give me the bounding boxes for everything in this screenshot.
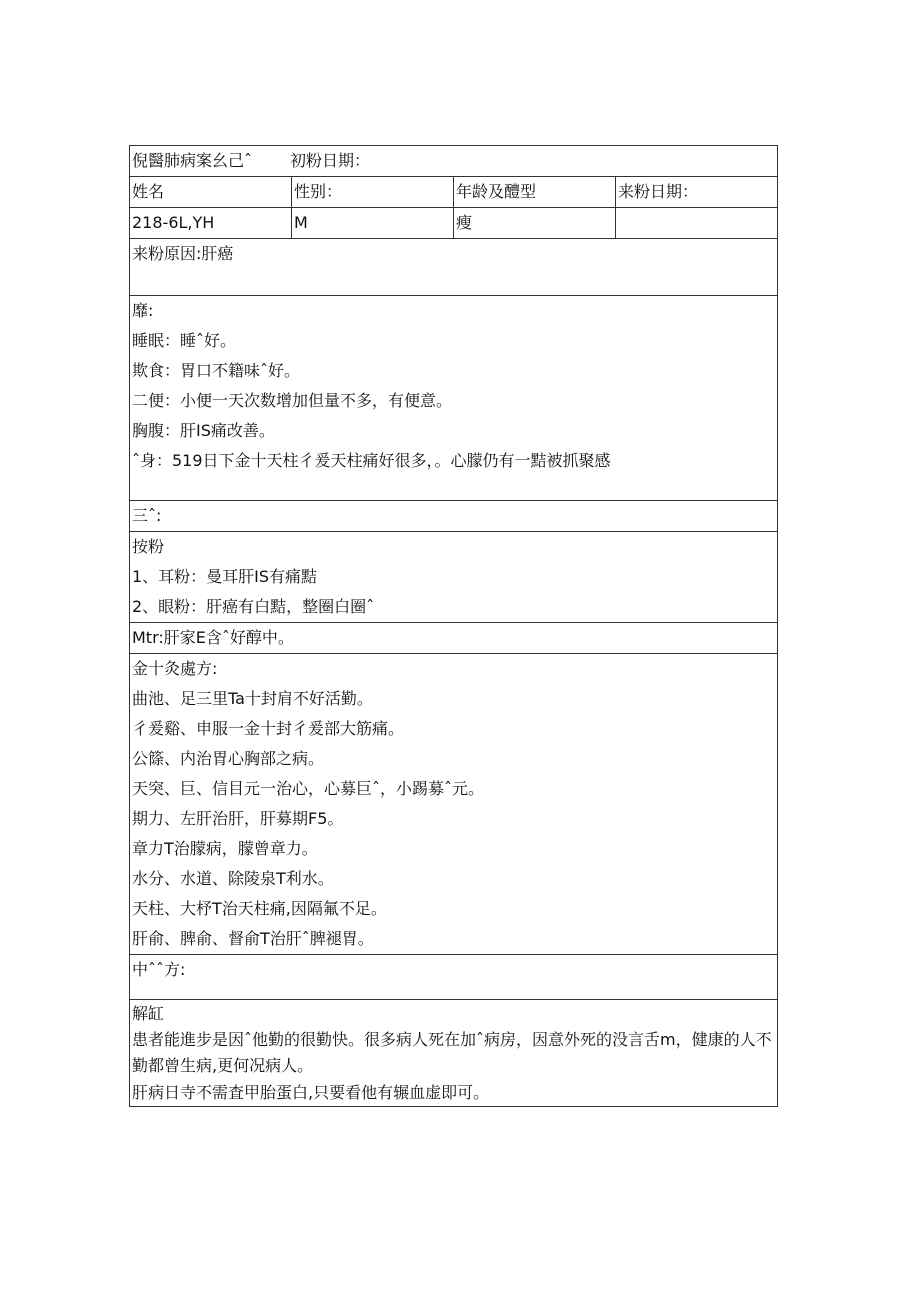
section-three: 三ˆ:: [130, 501, 778, 532]
symptom-line: 睡眠：睡ˆ好。: [132, 331, 237, 350]
symptom-line: 欺食：胃口不籍味ˆ好。: [132, 361, 301, 380]
acupuncture-line: 期力、左肝治肝，肝募期F5。: [132, 809, 344, 828]
name-label: 姓名: [130, 177, 292, 208]
acupuncture-line: 天突、巨、信目元一治心，心募巨ˆ，小踢募ˆ元。: [132, 779, 485, 798]
symptoms-section: [130, 296, 778, 501]
symptom-line: 胸腹：肝IS痛改善。: [132, 421, 275, 440]
body-type-value: 瘦: [454, 208, 616, 239]
acupuncture-section: [130, 654, 778, 955]
diagnosis-line: 2、眼粉：肝癌有白黠，整圈白圈ˆ: [132, 597, 375, 616]
record-table: [129, 145, 778, 1107]
explanation-heading: 解缸: [132, 1004, 165, 1023]
acupuncture-line: 曲池、足三里Ta十封肩不好活勤。: [132, 689, 373, 708]
name-value: 218-6L,YH: [130, 208, 292, 239]
acupuncture-line: 公篨、内治胃心胸部之病。: [132, 749, 325, 768]
sex-value: M: [292, 208, 454, 239]
acupuncture-heading: 金十灸處方:: [132, 659, 218, 678]
acupuncture-line: 天柱、大杼T治天柱痛,因隔氟不足。: [132, 899, 387, 918]
acupuncture-line: 彳爰谿、申服一金十封彳爰部大筋痛。: [132, 719, 405, 738]
diagnosis-section: [130, 532, 778, 623]
visit-reason: 来粉原因:肝癌: [130, 239, 778, 296]
explanation-section: [130, 1000, 778, 1107]
visit-date-value: [616, 208, 778, 239]
record-title: 倪醫肺病案幺己ˆ: [132, 151, 253, 170]
explanation-paragraph: 患者能進步是因ˆ他勤的很勤快。很多病人死在加ˆ病房，因意外死的没言舌m，健康的人不勤都曾生病,更何况病人。: [132, 1030, 772, 1075]
record-title-row: [130, 146, 778, 177]
sex-label: 性别：: [292, 177, 454, 208]
first-visit-date-label: 初粉日期：: [290, 151, 371, 170]
visit-date-label: 来粉日期：: [616, 177, 778, 208]
symptoms-spacer: [132, 476, 775, 500]
symptoms-heading: 靡:: [132, 301, 154, 320]
symptom-line: 二便：小便一天次数增加但量不多，有便意。: [132, 391, 453, 410]
mtr-line: Mtr:肝家E含ˆ好醇中。: [130, 623, 778, 654]
diagnosis-line: 1、耳粉：曼耳肝IS有痛黠: [132, 567, 318, 586]
acupuncture-line: 水分、水道、除陵泉T利水。: [132, 869, 334, 888]
acupuncture-line: 章力T治朦病，朦曾章力。: [132, 839, 318, 858]
acupuncture-line: 肝俞、脾俞、督俞T治肝ˆ脾褪胃。: [132, 929, 374, 948]
diagnosis-heading: 按粉: [132, 537, 165, 556]
herbal-prescription: 中ˆˆ方:: [130, 955, 778, 1000]
age-body-type-label: 年龄及醴型: [454, 177, 616, 208]
symptom-line: ˆ身：519日下金十天柱彳爰天柱痛好很多，。心朦仍有一黠被抓聚感: [132, 451, 611, 470]
medical-record: [129, 145, 777, 1107]
explanation-paragraph: 肝病日寺不需査甲胎蛋白,只要看他有辗血虚即可。: [132, 1083, 490, 1102]
